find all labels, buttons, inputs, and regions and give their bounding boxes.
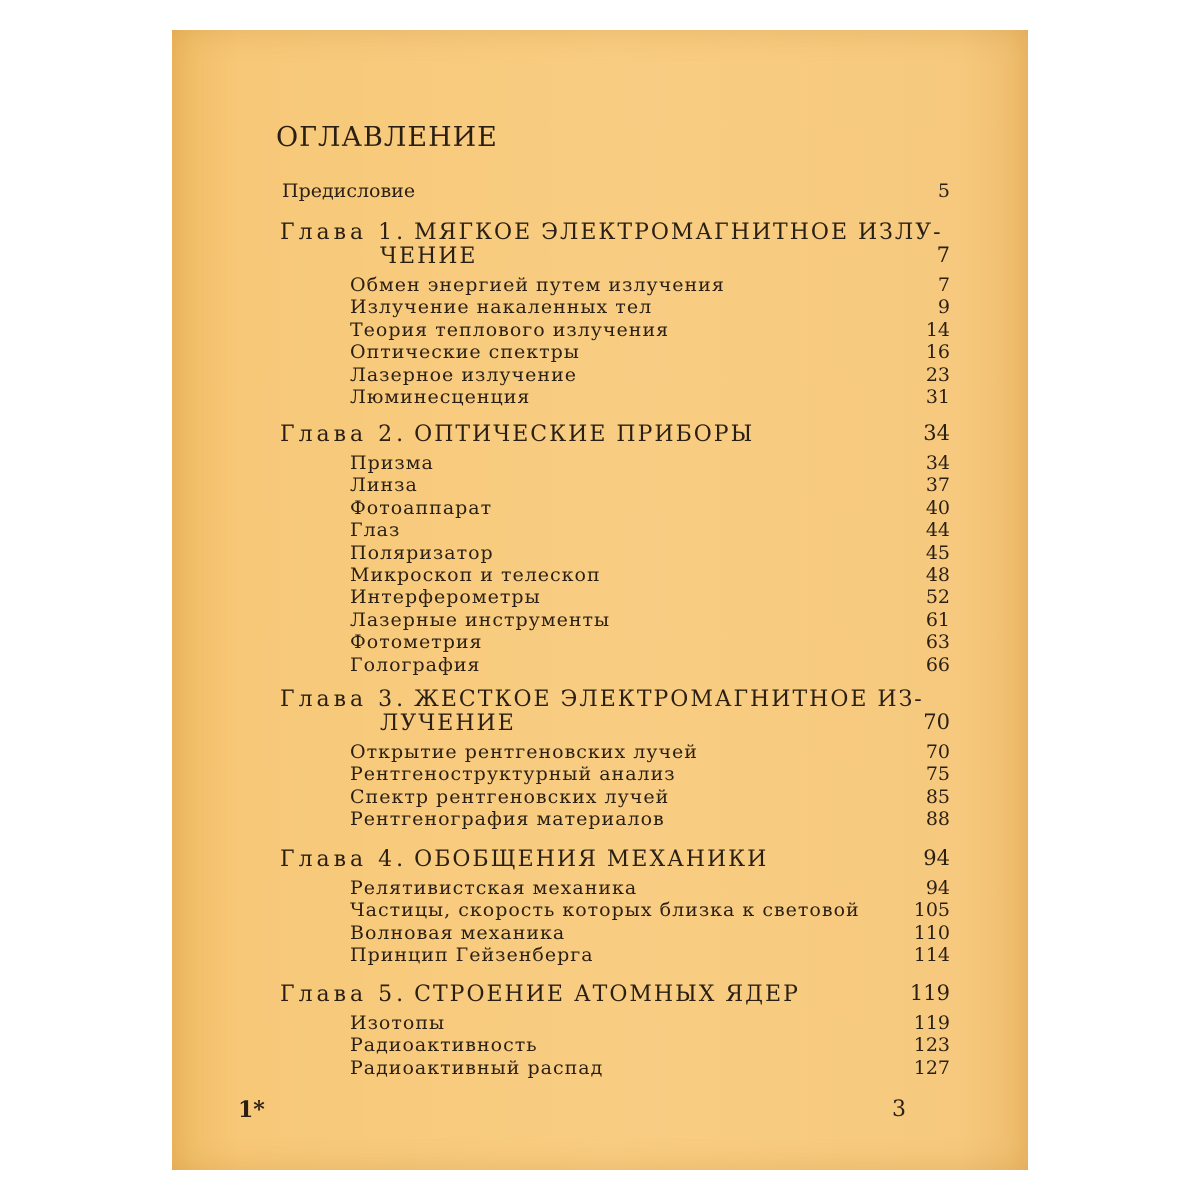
section-page: 34 xyxy=(925,452,950,474)
chapter-title: МЯГКОЕ ЭЛЕКТРОМАГНИТНОЕ ИЗЛУ- xyxy=(414,220,943,245)
section-title: Фотометрия xyxy=(350,631,483,654)
section-page: 63 xyxy=(925,631,950,654)
toc-preface-title: Предисловие xyxy=(282,180,416,202)
section-page: 127 xyxy=(913,1056,950,1079)
section-title: Релятивистская механика xyxy=(350,877,638,899)
chapter-heading xyxy=(280,220,943,245)
section-title: Радиоактивный распад xyxy=(350,1056,604,1079)
chapter-page: 119 xyxy=(909,981,950,1005)
section-page: 119 xyxy=(913,1012,950,1034)
section-title: Изотопы xyxy=(350,1012,446,1034)
section-page: 94 xyxy=(925,877,950,899)
section-page: 105 xyxy=(913,899,950,922)
toc-preface-page: 5 xyxy=(937,180,950,202)
section-page: 52 xyxy=(925,586,950,609)
section-page: 45 xyxy=(925,541,950,564)
chapter-title: СТРОЕНИЕ АТОМНЫХ ЯДЕР xyxy=(414,982,800,1007)
section-page: 123 xyxy=(913,1034,950,1057)
page-title: ОГЛАВЛЕНИЕ xyxy=(276,122,498,153)
section-page: 31 xyxy=(925,386,950,408)
section-page: 70 xyxy=(925,741,950,763)
chapter-heading xyxy=(280,982,800,1007)
section-page: 16 xyxy=(925,341,950,364)
section-title: Голография xyxy=(350,653,481,676)
section-title: Поляризатор xyxy=(350,541,494,564)
section-title: Излучение накаленных тел xyxy=(350,296,653,319)
signature-mark: 1* xyxy=(238,1097,265,1123)
section-page: 44 xyxy=(925,519,950,542)
chapter-title: ОПТИЧЕСКИЕ ПРИБОРЫ xyxy=(414,422,755,447)
section-title: Линза xyxy=(350,474,418,497)
chapter-page: 70 xyxy=(923,710,950,734)
section-title: Теория теплового излучения xyxy=(350,318,670,341)
section-title: Люминесценция xyxy=(350,386,531,408)
chapter-label: Глава 2. xyxy=(280,422,408,447)
chapter-title: ЖЕСТКОЕ ЭЛЕКТРОМАГНИТНОЕ ИЗ- xyxy=(414,687,924,712)
section-title: Рентгенография материалов xyxy=(350,808,665,831)
book-page xyxy=(172,30,1028,1170)
chapter-title-continued: ЧЕНИЕ xyxy=(380,244,478,269)
section-title: Интерферометры xyxy=(350,586,541,609)
section-title: Рентгеноструктурный анализ xyxy=(350,763,676,786)
section-page: 88 xyxy=(925,808,950,831)
section-page: 61 xyxy=(925,608,950,631)
section-page: 66 xyxy=(925,653,950,676)
section-title: Волновая механика xyxy=(350,921,566,944)
section-page: 114 xyxy=(913,944,950,967)
section-page: 37 xyxy=(925,474,950,497)
section-title: Принцип Гейзенберга xyxy=(350,944,594,967)
chapter-label: Глава 1. xyxy=(280,220,408,245)
section-page: 85 xyxy=(925,785,950,808)
section-page: 14 xyxy=(925,318,950,341)
section-page: 48 xyxy=(925,564,950,586)
chapter-heading xyxy=(280,687,924,712)
chapter-label: Глава 3. xyxy=(280,687,408,712)
chapter-heading xyxy=(280,422,754,447)
section-page: 40 xyxy=(925,496,950,519)
chapter-label: Глава 4. xyxy=(280,847,408,872)
chapter-title-continued: ЛУЧЕНИЕ xyxy=(380,711,516,736)
section-title: Микроскоп и телескоп xyxy=(350,564,601,586)
section-title: Оптические спектры xyxy=(350,341,580,364)
chapter-heading xyxy=(280,847,768,872)
chapter-label: Глава 5. xyxy=(280,982,408,1007)
section-page: 9 xyxy=(937,296,950,319)
chapter-page: 7 xyxy=(936,243,950,267)
section-title: Частицы, скорость которых близка к световой xyxy=(350,899,860,922)
section-title: Призма xyxy=(350,452,434,474)
page-number: 3 xyxy=(892,1097,906,1122)
section-title: Фотоаппарат xyxy=(350,496,493,519)
table-of-contents xyxy=(172,30,1028,1170)
chapter-page: 34 xyxy=(923,421,950,445)
section-page: 23 xyxy=(925,363,950,386)
section-page: 7 xyxy=(937,274,950,296)
section-title: Лазерные инструменты xyxy=(350,608,611,631)
section-title: Обмен энергией путем излучения xyxy=(350,274,725,296)
chapter-title: ОБОБЩЕНИЯ МЕХАНИКИ xyxy=(414,847,769,872)
section-page: 110 xyxy=(913,921,950,944)
section-title: Радиоактивность xyxy=(350,1034,538,1057)
section-title: Спектр рентгеновских лучей xyxy=(350,785,670,808)
section-page: 75 xyxy=(925,763,950,786)
section-title: Глаз xyxy=(350,519,401,542)
section-title: Открытие рентгеновских лучей xyxy=(350,741,698,763)
chapter-page: 94 xyxy=(923,846,950,870)
section-title: Лазерное излучение xyxy=(350,363,577,386)
